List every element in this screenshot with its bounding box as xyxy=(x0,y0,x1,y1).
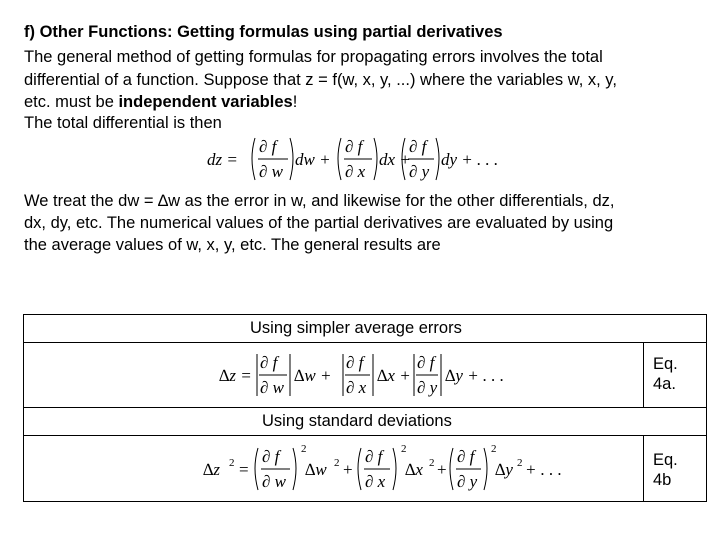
eq-dw: dw + xyxy=(295,150,331,169)
eq4b-exp-x: 2 xyxy=(401,443,407,455)
after-line-3: the average values of w, x, y, etc. The general results are xyxy=(24,236,441,254)
eq4b-dy: ∆y xyxy=(495,460,513,479)
eq-dx: dx + xyxy=(379,150,411,169)
eq4b-lhs-exp: 2 xyxy=(229,457,235,469)
eq4b-den-w: ∂ w xyxy=(262,472,286,491)
equation-4a xyxy=(217,348,505,404)
table-row-divider-3 xyxy=(23,435,707,436)
eq-num-x: ∂ f xyxy=(345,137,363,156)
eq4b-exp-w: 2 xyxy=(301,443,307,455)
eq-4a-label-line2: 4a. xyxy=(653,375,676,393)
eq4b-plus-2: + xyxy=(437,460,447,479)
eq4b-paren-right-x xyxy=(393,448,396,490)
equation-4b xyxy=(201,440,541,500)
after-line-2: dx, dy, etc. The numerical values of the partial derivatives are evaluated by using xyxy=(24,214,614,232)
intro-line-3-post: ! xyxy=(292,93,298,111)
eq4b-paren-left-x xyxy=(358,448,361,490)
eq4a-dy: ∆y + . . . xyxy=(445,366,505,385)
eq4b-exp-y: 2 xyxy=(491,443,497,455)
eq4b-dw: ∆w xyxy=(305,460,327,479)
eq4b-plus-1: + xyxy=(343,460,353,479)
intro-line-2: differential of a function. Suppose that z = f(w, x, y, ...) where the variables w, x, y, xyxy=(24,71,617,89)
eq4a-num-x: ∂ f xyxy=(346,353,364,372)
eq4b-paren-right-y xyxy=(484,448,487,490)
eq4a-num-y: ∂ f xyxy=(417,353,435,372)
section-heading: f) Other Functions: Getting formulas using partial derivatives xyxy=(24,23,503,41)
paren-right-w xyxy=(290,138,293,180)
eq4b-den-y: ∂ y xyxy=(457,472,478,491)
independent-variables-text: independent variables xyxy=(118,93,293,111)
eq4a-lhs: ∆z = xyxy=(219,366,252,385)
eq4a-den-x: ∂ x xyxy=(346,378,367,397)
eq4b-num-w: ∂ f xyxy=(262,447,280,466)
eq4b-dx-exp: 2 xyxy=(429,457,435,469)
eq4a-dw: ∆w + xyxy=(294,366,332,385)
eq-den-x: ∂ x xyxy=(345,162,366,181)
eq-4b-label xyxy=(653,450,678,490)
eq-4b-label-line2: 4b xyxy=(653,471,672,489)
table-col-divider-2 xyxy=(643,435,644,501)
eq-dy: dy + . . . xyxy=(441,150,499,169)
table-row-divider-2 xyxy=(23,407,707,408)
intro-line-3 xyxy=(24,92,704,112)
eq4b-num-y: ∂ f xyxy=(457,447,475,466)
eq4b-dx: ∆x xyxy=(405,460,423,479)
eq4a-den-y: ∂ y xyxy=(417,378,438,397)
total-differential-equation xyxy=(205,132,505,186)
eq-4b-label-line1: Eq. xyxy=(653,451,678,469)
eq4b-paren-right-w xyxy=(293,448,296,490)
table-col-divider-1 xyxy=(643,342,644,407)
eq-num-y: ∂ f xyxy=(409,137,427,156)
eq4a-dx: ∆x + xyxy=(377,366,411,385)
eq4b-paren-left-y xyxy=(450,448,453,490)
eq-den-y: ∂ y xyxy=(409,162,430,181)
eq4b-paren-left-w xyxy=(255,448,258,490)
paren-right-y xyxy=(436,138,439,180)
intro-line-1: The general method of getting formulas for propagating errors involves the total xyxy=(24,48,603,66)
eq-4a-label xyxy=(653,354,678,394)
eq4b-num-x: ∂ f xyxy=(365,447,383,466)
paren-left-x xyxy=(338,138,341,180)
paren-left-w xyxy=(252,138,255,180)
after-line-1: We treat the dw = ∆w as the error in w, and likewise for the other differentials, dz, xyxy=(24,192,615,210)
table-row-divider-1 xyxy=(23,342,707,343)
eq4a-den-w: ∂ w xyxy=(260,378,284,397)
paren-right-x xyxy=(374,138,377,180)
eq4b-ellipsis: + . . . xyxy=(525,460,562,479)
equation-4b-tail xyxy=(523,440,623,500)
intro-line-3-pre: etc. must be xyxy=(24,93,119,111)
eq4b-den-x: ∂ x xyxy=(365,472,386,491)
row-heading-standard-deviations: Using standard deviations xyxy=(262,412,452,430)
eq-lhs: dz = xyxy=(207,150,238,169)
eq-den-w: ∂ w xyxy=(259,162,283,181)
eq4b-equals: = xyxy=(239,460,249,479)
eq4b-lhs: ∆z xyxy=(203,460,221,479)
intro-line-4: The total differential is then xyxy=(24,114,222,132)
eq4a-num-w: ∂ f xyxy=(260,353,278,372)
eq-num-w: ∂ f xyxy=(259,137,277,156)
eq-4a-label-line1: Eq. xyxy=(653,355,678,373)
row-heading-average-errors: Using simpler average errors xyxy=(250,319,462,337)
eq4b-dw-exp: 2 xyxy=(334,457,340,469)
results-table xyxy=(23,314,707,502)
eq4b-dy-exp: 2 xyxy=(517,457,523,469)
